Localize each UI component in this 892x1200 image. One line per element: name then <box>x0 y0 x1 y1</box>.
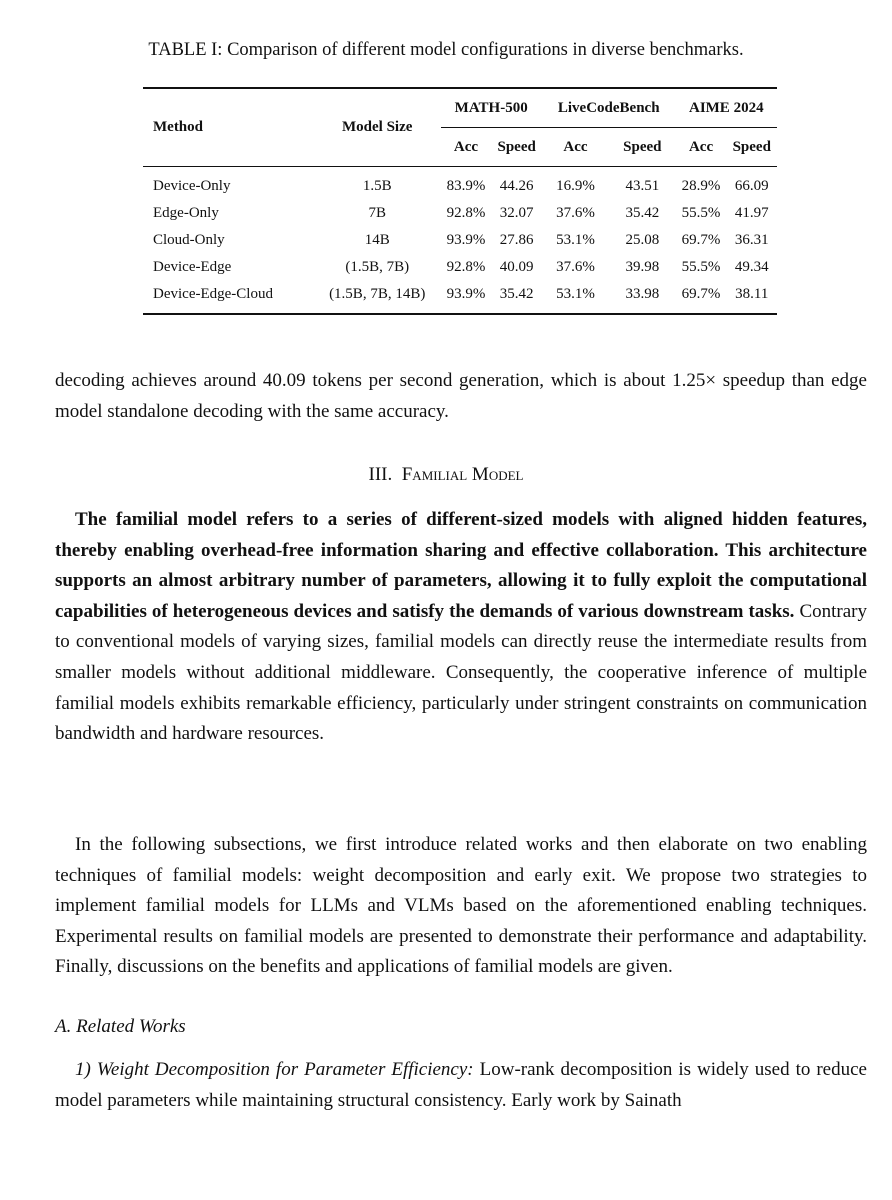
table-row <box>143 167 777 201</box>
cell-value: 53.1% <box>556 232 595 248</box>
cell-value: 38.11 <box>735 286 769 302</box>
cell-model-size: (1.5B, 7B, 14B) <box>329 286 426 302</box>
comparison-table <box>143 87 777 315</box>
cell-method: Device-Edge-Cloud <box>153 286 273 302</box>
paragraph-3-text: Low-rank decomposition is widely used to reduce model parameters while maintaining structural consistency. Early work by Sainath <box>55 1059 867 1111</box>
cell-value: 32.07 <box>499 205 534 221</box>
paragraph-1-rest: Contrary to conventional models of varying sizes, familial models can directly reuse the intermediate results from smaller models without additional middleware. Consequently, the cooperative inference of multiple familial models exhibits remarkable efficiency, particularly under stringent constraints on communication bandwidth and hardware resources. <box>55 600 867 745</box>
cell-value: 55.5% <box>681 205 721 221</box>
paragraph-1-bold: The familial model refers to a series of different-sized models with aligned hidden features, thereby enabling overhead-free information sharing and effective collaboration. This architecture supports an almost arbitrary number of parameters, allowing it to fully exploit the computational capabilities of heterogeneous devices and satisfy the demands of various downstream tasks. <box>55 509 867 622</box>
cell-model-size: 1.5B <box>362 178 392 194</box>
header-sub: Speed <box>497 138 536 155</box>
cell-value: 40.09 <box>499 259 534 275</box>
section-number: III. <box>368 464 393 485</box>
cell-value: 41.97 <box>734 205 769 221</box>
cell-value: 44.26 <box>499 178 534 194</box>
header-group: AIME 2024 <box>676 88 777 128</box>
table-row <box>143 200 777 227</box>
table-row <box>143 254 777 281</box>
cell-value: 35.42 <box>499 286 534 302</box>
cell-value: 39.98 <box>625 259 660 275</box>
intro-paragraph: decoding achieves around 40.09 tokens per second generation, which is about 1.25× speedup than edge model standalone decoding with the same accuracy. <box>55 370 867 422</box>
cell-value: 43.51 <box>625 178 660 194</box>
cell-value: 53.1% <box>556 286 595 302</box>
table-row <box>143 227 777 254</box>
cell-model-size: 7B <box>368 205 386 221</box>
cell-model-size: 14B <box>364 232 390 248</box>
paragraph-3 <box>55 1055 867 1116</box>
paragraph-2: In the following subsections, we first introduce related works and then elaborate on two enabling techniques of familial models: weight decomposition and early exit. We propose two strategies to implement familial models for LLMs and VLMs based on the aforementioned enabling techniques. Experimental results on familial models are presented to demonstrate their performance and adaptability. Finally, discussions on the benefits and applications of familial models are given. <box>55 834 867 978</box>
cell-method: Edge-Only <box>153 205 219 221</box>
cell-method: Device-Edge <box>153 259 232 275</box>
cell-value: 83.9% <box>446 178 486 194</box>
cell-value: 69.7% <box>681 232 721 248</box>
cell-value: 92.8% <box>446 205 486 221</box>
section-heading <box>0 464 892 486</box>
cell-value: 28.9% <box>681 178 721 194</box>
table-caption: TABLE I: Comparison of different model configurations in diverse benchmarks. <box>148 40 744 60</box>
header-group: LiveCodeBench <box>542 88 676 128</box>
header-group: MATH-500 <box>441 88 542 128</box>
cell-value: 35.42 <box>625 205 660 221</box>
cell-value: 37.6% <box>556 205 595 221</box>
cell-method: Device-Only <box>153 178 231 194</box>
paragraph-1 <box>55 505 867 750</box>
cell-value: 49.34 <box>734 259 769 275</box>
cell-value: 37.6% <box>556 259 595 275</box>
cell-value: 93.9% <box>446 232 486 248</box>
cell-value: 93.9% <box>446 286 486 302</box>
header-sub: Acc <box>688 138 714 155</box>
cell-value: 55.5% <box>681 259 721 275</box>
cell-method: Cloud-Only <box>153 232 225 248</box>
cell-value: 66.09 <box>734 178 769 194</box>
cell-value: 16.9% <box>556 178 595 194</box>
header-sub: Speed <box>623 138 662 155</box>
header-sub: Acc <box>453 138 479 155</box>
paragraph-3-heading: 1) Weight Decomposition for Parameter Efficiency: <box>75 1059 474 1080</box>
cell-value: 25.08 <box>625 232 660 248</box>
cell-model-size: (1.5B, 7B) <box>345 259 410 275</box>
header-method: Method <box>153 119 203 135</box>
cell-value: 69.7% <box>681 286 721 302</box>
table-row <box>143 281 777 314</box>
cell-value: 92.8% <box>446 259 486 275</box>
header-sub: Acc <box>563 138 588 155</box>
header-sub: Speed <box>732 138 771 155</box>
cell-value: 27.86 <box>499 232 534 248</box>
cell-value: 36.31 <box>734 232 769 248</box>
subsection-heading: A. Related Works <box>55 1016 186 1037</box>
cell-value: 33.98 <box>625 286 660 302</box>
header-model-size: Model Size <box>342 119 413 135</box>
section-title: Familial Model <box>401 464 524 485</box>
